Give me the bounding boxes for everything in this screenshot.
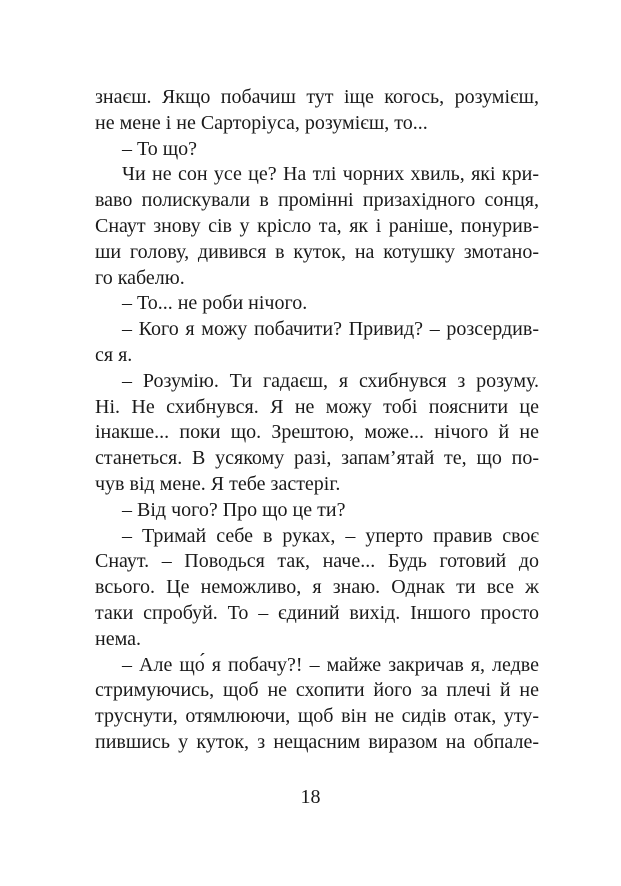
text-line: Снаут. – Поводься так, наче... Будь готовий до <box>95 550 539 573</box>
text-line: – Кого я можу побачити? Привид? – розсердив- <box>122 318 539 341</box>
text-line: – Від чого? Про що це ти? <box>122 498 346 521</box>
text-line: ваво полискували в промінні призахідного сонця, <box>95 189 539 212</box>
text-line: ши голову, дивився в куток, на котушку змотано- <box>95 240 539 263</box>
text-line: ся я. <box>95 343 133 366</box>
text-line: Снаут знову сів у крісло та, як і раніше, понурив- <box>95 214 539 237</box>
text-line: пившись у куток, з нещасним виразом на обпале- <box>95 730 539 753</box>
text-line: – То що? <box>122 137 197 160</box>
text-line: – Тримай себе в руках, – уперто правив своє <box>122 524 539 547</box>
page-number: 18 <box>300 786 321 808</box>
text-line: не мене і не Сарторіуса, розумієш, то... <box>95 111 428 134</box>
text-line: стримуючись, щоб не схопити його за плечі й не <box>95 679 539 702</box>
text-line: Ні. Не схибнувся. Я не можу тобі пояснити це <box>95 395 539 418</box>
text-line: знаєш. Якщо побачиш тут іще когось, розумієш, <box>95 86 539 108</box>
text-line: всього. Це неможливо, я знаю. Однак ти все ж <box>95 576 539 599</box>
text-line: Чи не сон усе це? На тлі чорних хвиль, які кри- <box>122 163 539 186</box>
text-line: – Але що́ я побачу?! – майже закричав я, ледве <box>122 653 539 676</box>
text-line: – То... не роби нічого. <box>122 292 308 315</box>
page-body <box>95 85 539 756</box>
text-line: го кабелю. <box>95 266 185 289</box>
text-line: чув від мене. Я тебе застеріг. <box>95 472 341 495</box>
text-line: інакше... поки що. Зрештою, може... нічого й не <box>95 421 539 444</box>
text-line: станеться. В усякому разі, запам’ятай те, що по- <box>95 447 539 470</box>
text-line: – Розумію. Ти гадаєш, я схибнувся з розуму. <box>122 369 539 392</box>
text-line: нема. <box>95 627 141 650</box>
text-line: труснути, отямлюючи, щоб він не сидів отак, уту- <box>95 705 539 728</box>
text-line: таки спробуй. То – єдиний вихід. Іншого просто <box>95 601 539 624</box>
